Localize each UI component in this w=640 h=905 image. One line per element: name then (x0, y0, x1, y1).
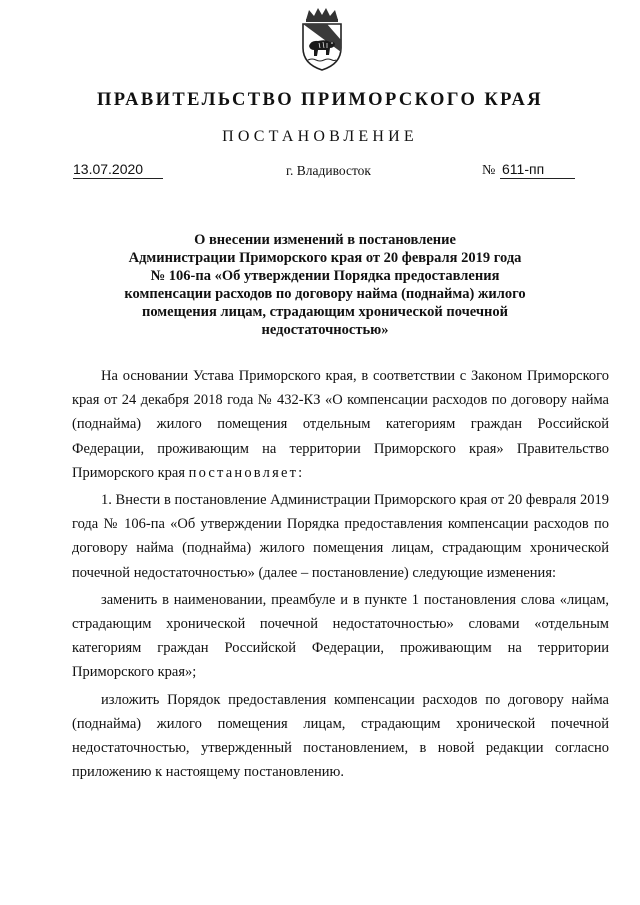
primorsky-krai-coat-of-arms-icon (297, 6, 347, 72)
preamble-paragraph (72, 364, 609, 485)
document-meta (0, 161, 640, 185)
preamble-text: На основании Устава Приморского края, в соответствии с Законом Приморского края от 24 декабря 2018 года № 432-КЗ «О компенсации расходов по договору найма (поднайма) жилого помещения отдельным категориям граждан Российской Федерации, проживающим на территории Приморского края» Правительство Приморского края (72, 368, 609, 481)
subject-line: Администрации Приморского края от 20 февраля 2019 года (128, 250, 522, 266)
subject-line: недостаточностью» (261, 322, 389, 338)
document-date: 13.07.2020 (73, 161, 163, 179)
amendment-paragraph-2: изложить Порядок предоставления компенсации расходов по договору найма (поднайма) жилого помещения лицам, страдающим хронической почечной недостаточностью, утвержденный постановлением, в новой редакции согласно приложению к настоящему постановлению. (72, 691, 609, 781)
government-title: ПРАВИТЕЛЬСТВО ПРИМОРСКОГО КРАЯ (96, 90, 543, 110)
amendment-paragraph-1: заменить в наименовании, преамбуле и в пункте 1 постановления слова «лицам, страдающим хронической почечной недостаточностью» словами «отдельным категориям граждан Российской Федерации, проживающим на территории Приморского края»; (72, 591, 609, 681)
subject-line: компенсации расходов по договору найма (поднайма) жилого (124, 286, 526, 302)
subject-line: помещения лицам, страдающим хронической почечной (141, 304, 509, 320)
subject-line: № 106-па «Об утверждении Порядка предоставления (150, 268, 500, 284)
decree-word: постановляет: (188, 464, 305, 481)
document-type: ПОСТАНОВЛЕНИЕ (222, 128, 418, 145)
clause-1-paragraph: 1. Внести в постановление Администрации Приморского края от 20 февраля 2019 года № 106-па «Об утверждении Порядка предоставления компенсации расходов по договору найма (поднайма) жилого помещения лицам, страдающим хронической почечной недостаточностью» (далее – постановление) следующие изменения: (72, 492, 609, 581)
subject-line: О внесении изменений в постановление (194, 232, 456, 248)
document-subject (100, 231, 550, 339)
number-label: № (482, 163, 496, 178)
document-number: 611-пп (500, 161, 575, 179)
document-city: г. Владивосток (286, 163, 371, 178)
document-body (72, 364, 609, 787)
